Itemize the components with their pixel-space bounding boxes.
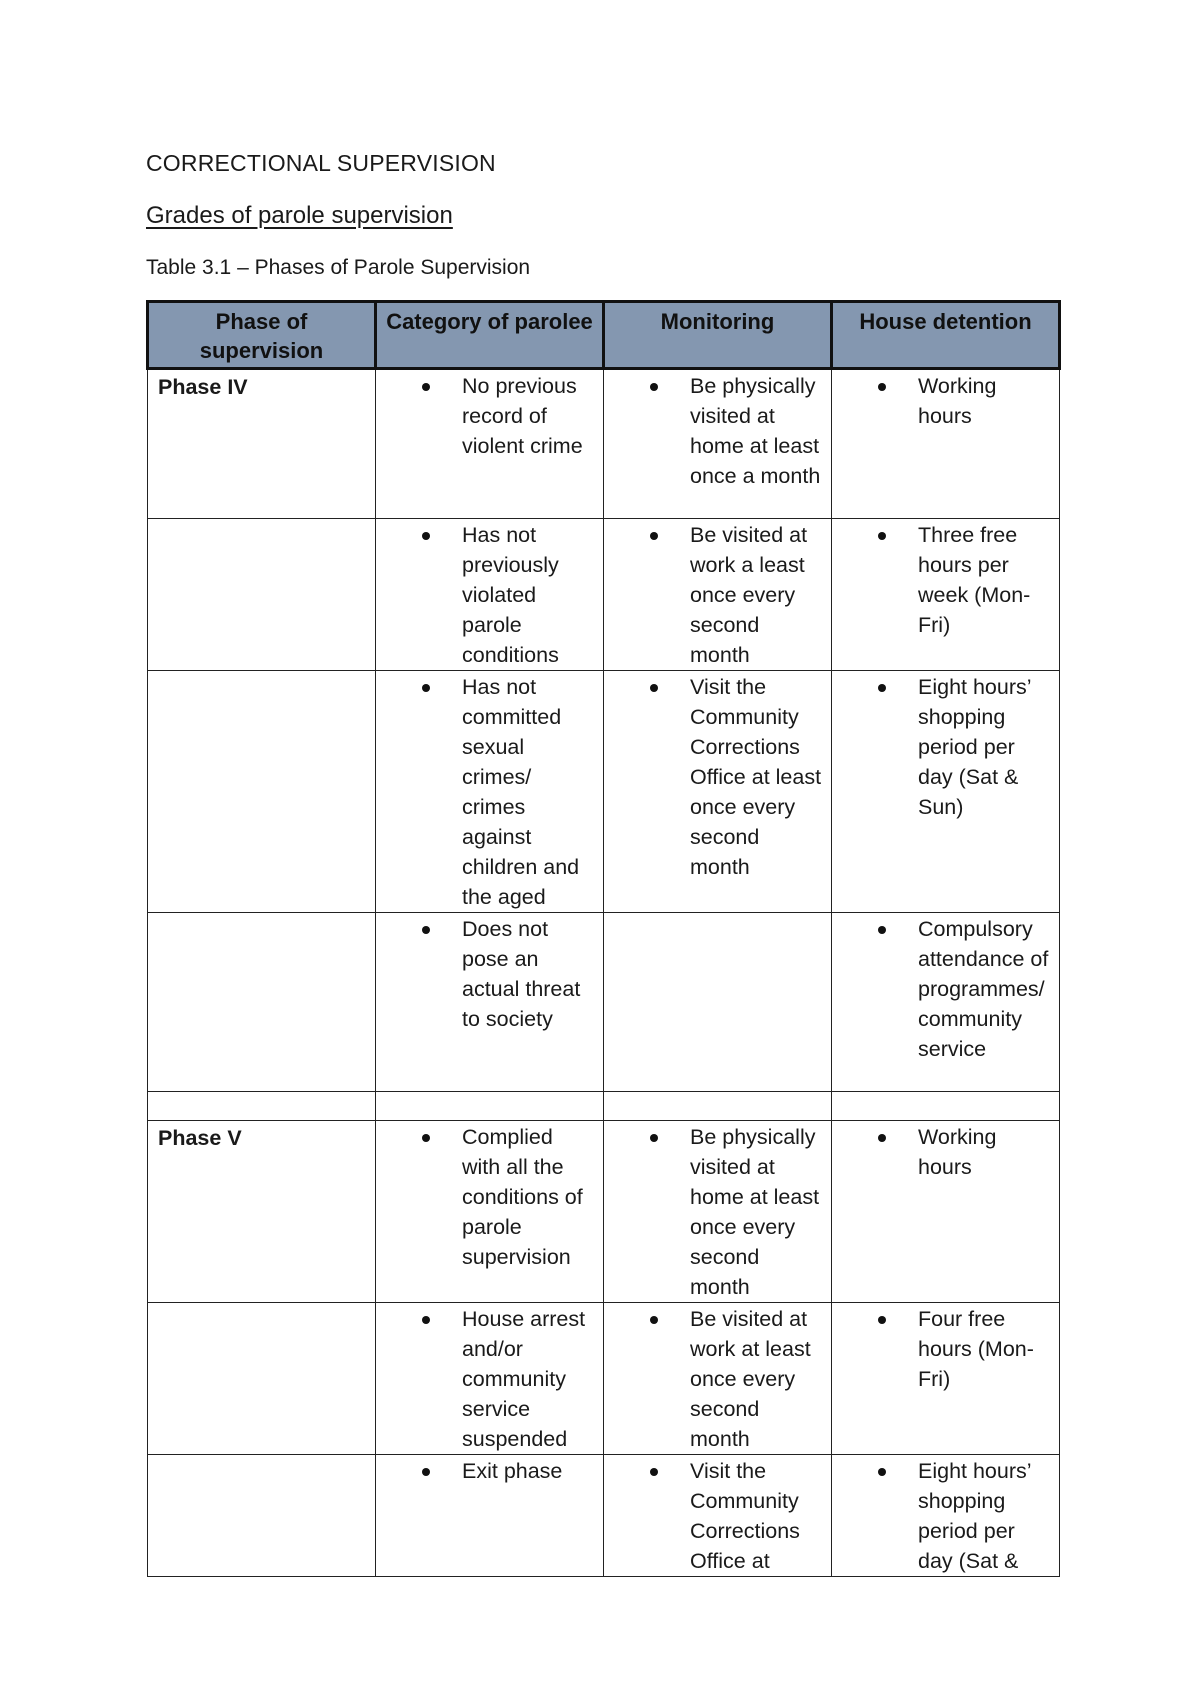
monitoring-text: Be visited at work at least once every second month — [690, 1307, 811, 1451]
header-phase: Phase of supervision — [148, 302, 376, 369]
header-category: Category of parolee — [376, 302, 604, 369]
category-cell — [376, 1121, 604, 1303]
house-detention-text: Working hours — [918, 374, 997, 428]
document-title: CORRECTIONAL SUPERVISION — [146, 150, 496, 176]
table-row — [148, 519, 1060, 671]
monitoring-cell — [604, 1303, 832, 1455]
category-cell — [376, 1455, 604, 1577]
header-monitoring: Monitoring — [604, 302, 832, 369]
phase-cell — [148, 1303, 376, 1455]
house-detention-cell — [832, 913, 1060, 1092]
bullet-icon — [650, 532, 658, 540]
bullet-icon — [878, 684, 886, 692]
category-text: No previous record of violent crime — [462, 374, 583, 458]
monitoring-text: Be physically visited at home at least once every second month — [690, 1125, 820, 1299]
category-cell — [376, 671, 604, 913]
monitoring-cell — [604, 519, 832, 671]
house-detention-cell — [832, 519, 1060, 671]
monitoring-text: Be visited at work a least once every second month — [690, 523, 808, 667]
bullet-icon — [422, 532, 430, 540]
table-caption: Table 3.1 – Phases of Parole Supervision — [146, 256, 531, 279]
house-detention-cell — [832, 1121, 1060, 1303]
monitoring-cell — [604, 369, 832, 519]
bullet-icon — [650, 1316, 658, 1324]
bullet-icon — [422, 1134, 430, 1142]
house-detention-cell — [832, 671, 1060, 913]
table-row — [148, 369, 1060, 519]
table-row-empty — [148, 1092, 1060, 1121]
monitoring-cell — [604, 1455, 832, 1577]
table-header-row — [148, 302, 1060, 369]
category-cell — [376, 913, 604, 1092]
table-row — [148, 1303, 1060, 1455]
house-detention-text: Eight hours’ shopping period per day (Sat & Sun) — [918, 675, 1031, 819]
category-text: Does not pose an actual threat to society — [462, 917, 581, 1031]
bullet-icon — [878, 1468, 886, 1476]
phase-cell — [148, 671, 376, 913]
empty-cell — [148, 1092, 376, 1121]
phase-cell — [148, 1455, 376, 1577]
bullet-icon — [422, 1316, 430, 1324]
section-heading: Grades of parole supervision — [146, 202, 453, 229]
category-text: Has not previously violated parole conditions — [462, 523, 559, 667]
bullet-icon — [422, 1468, 430, 1476]
house-detention-text: Compulsory attendance of programmes/ community service — [918, 917, 1049, 1061]
category-text: Exit phase — [462, 1459, 563, 1483]
table-row — [148, 913, 1060, 1092]
monitoring-cell — [604, 1121, 832, 1303]
phase-cell: Phase V — [148, 1121, 376, 1303]
bullet-icon — [878, 383, 886, 391]
phase-cell — [148, 913, 376, 1092]
bullet-icon — [422, 684, 430, 692]
parole-phases-table — [146, 300, 1061, 1577]
house-detention-cell — [832, 1455, 1060, 1577]
monitoring-text: Visit the Community Corrections Office at — [690, 1459, 800, 1573]
empty-cell — [604, 1092, 832, 1121]
bullet-icon — [650, 383, 658, 391]
table-row — [148, 1455, 1060, 1577]
bullet-icon — [878, 926, 886, 934]
house-detention-text: Three free hours per week (Mon-Fri) — [918, 523, 1031, 637]
empty-cell — [376, 1092, 604, 1121]
house-detention-text: Eight hours’ shopping period per day (Sat & — [918, 1459, 1031, 1573]
table-row — [148, 1121, 1060, 1303]
category-text: Has not committed sexual crimes/ crimes against children and the aged — [462, 675, 580, 909]
empty-cell — [832, 1092, 1060, 1121]
category-text: House arrest and/or community service suspended — [462, 1307, 586, 1451]
monitoring-cell — [604, 671, 832, 913]
bullet-icon — [422, 383, 430, 391]
category-cell — [376, 369, 604, 519]
category-cell — [376, 1303, 604, 1455]
monitoring-text: Visit the Community Corrections Office at least once every second month — [690, 675, 822, 879]
house-detention-cell — [832, 369, 1060, 519]
bullet-icon — [650, 1468, 658, 1476]
bullet-icon — [650, 684, 658, 692]
category-cell — [376, 519, 604, 671]
bullet-icon — [878, 532, 886, 540]
monitoring-cell — [604, 913, 832, 1092]
bullet-icon — [878, 1316, 886, 1324]
phase-cell: Phase IV — [148, 369, 376, 519]
monitoring-text: Be physically visited at home at least once a month — [690, 374, 821, 488]
phase-cell — [148, 519, 376, 671]
header-house-detention: House detention — [832, 302, 1060, 369]
bullet-icon — [650, 1134, 658, 1142]
table-row — [148, 671, 1060, 913]
house-detention-cell — [832, 1303, 1060, 1455]
bullet-icon — [878, 1134, 886, 1142]
house-detention-text: Working hours — [918, 1125, 997, 1179]
house-detention-text: Four free hours (Mon-Fri) — [918, 1307, 1034, 1391]
bullet-icon — [422, 926, 430, 934]
category-text: Complied with all the conditions of parole supervision — [462, 1125, 583, 1269]
